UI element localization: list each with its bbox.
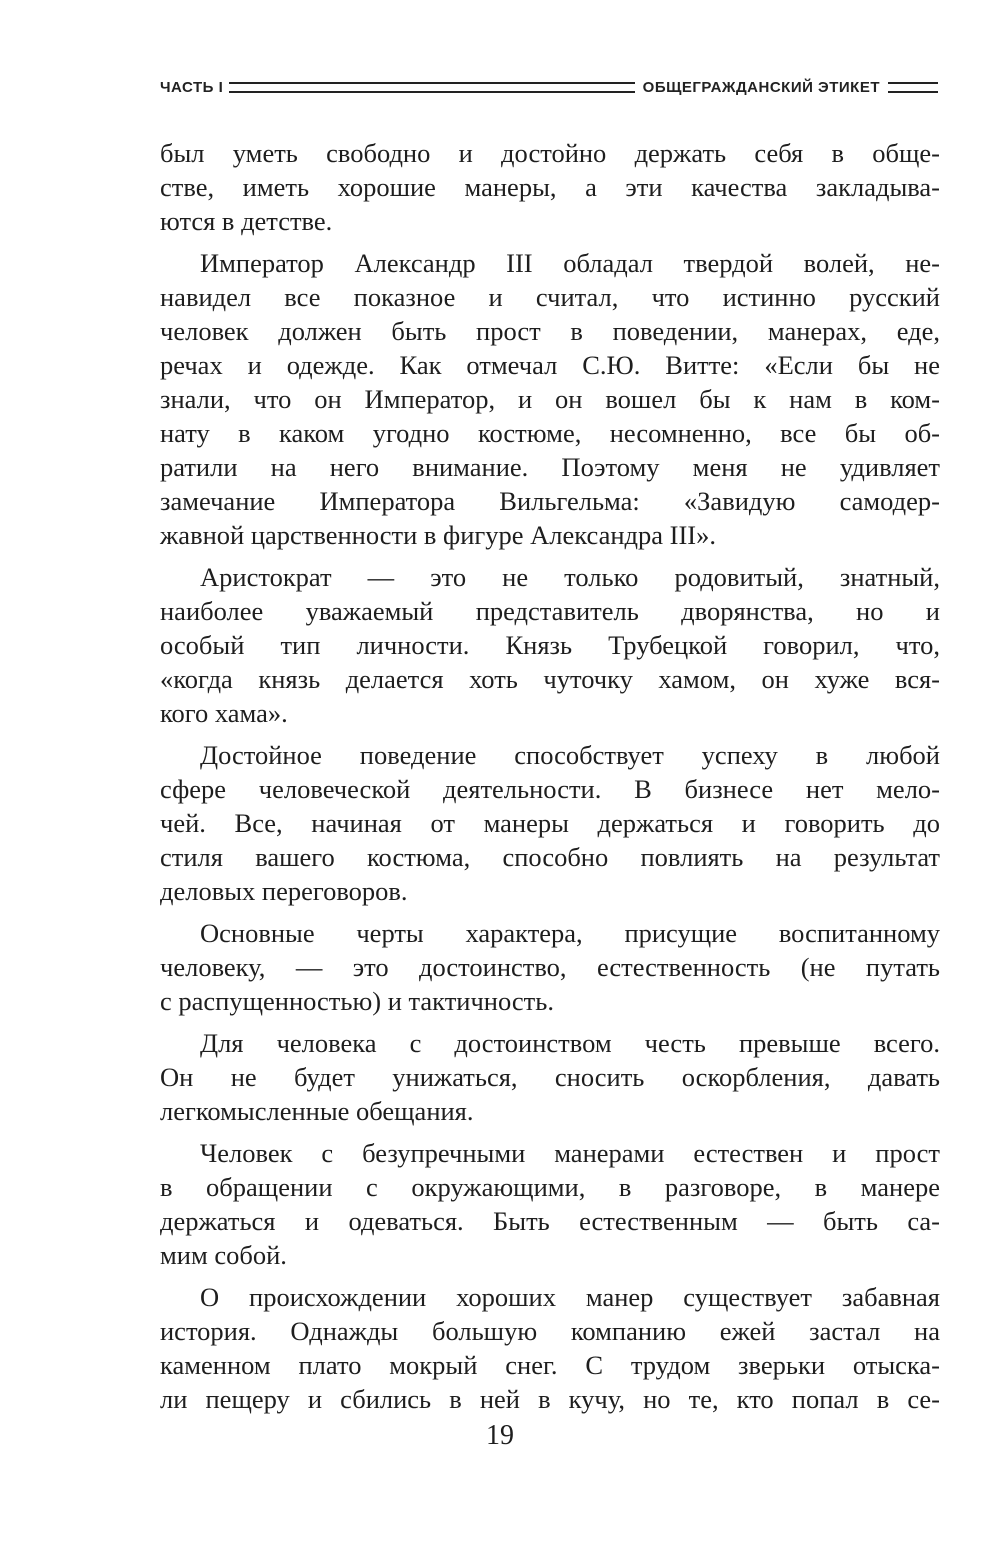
text-line: стиля вашего костюма, способно повлиять на результат [160, 842, 940, 872]
text-line: легкомысленные обещания. [160, 1096, 474, 1126]
text-line: знали, что он Император, и он вошел бы к нам в ком- [160, 384, 940, 414]
text-line: держаться и одеваться. Быть естественным — быть са- [160, 1206, 940, 1236]
text-line: стве, иметь хорошие манеры, а эти качества закладыва- [160, 172, 940, 202]
text-line: человек должен быть прост в поведении, манерах, еде, [160, 316, 940, 346]
text-line: чей. Все, начиная от манеры держаться и говорить до [160, 808, 940, 838]
header-rule-right [888, 82, 938, 93]
text-line: каменном плато мокрый снег. С трудом зверьки отыска- [160, 1350, 940, 1380]
text-line: история. Однажды большую компанию ежей застал на [160, 1316, 940, 1346]
text-line: мим собой. [160, 1240, 287, 1270]
text-line: сфере человеческой деятельности. В бизнесе нет мело- [160, 774, 940, 804]
paragraph [160, 136, 940, 238]
text-line: Основные черты характера, присущие воспитанному [200, 918, 940, 948]
text-line: ратили на него внимание. Поэтому меня не удивляет [160, 452, 940, 482]
paragraph [160, 738, 940, 908]
text-line: с распущенностью) и тактичность. [160, 986, 554, 1016]
paragraph [160, 1136, 940, 1272]
body-text [160, 136, 940, 1416]
text-line: замечание Императора Вильгельма: «Завидую самодер- [160, 486, 940, 516]
text-line: Аристократ — это не только родовитый, знатный, [200, 562, 940, 592]
text-line: был уметь свободно и достойно держать себя в обще- [160, 138, 940, 168]
text-line: О происхождении хороших манер существует забавная [200, 1282, 940, 1312]
text-line: в обращении с окружающими, в разговоре, в манере [160, 1172, 940, 1202]
text-line: человеку, — это достоинство, естественность (не путать [160, 952, 940, 982]
text-line: ются в детстве. [160, 206, 333, 236]
paragraph [160, 1280, 940, 1416]
text-line: особый тип личности. Князь Трубецкой говорил, что, [160, 630, 940, 660]
page-number: 19 [486, 1420, 514, 1451]
text-line: «когда князь делается хоть чуточку хамом, он хуже вся- [160, 664, 940, 694]
text-line: речах и одежде. Как отмечал С.Ю. Витте: «Если бы не [160, 350, 940, 380]
section-title: ОБЩЕГРАЖДАНСКИЙ ЭТИКЕТ [642, 78, 880, 96]
text-line: ли пещеру и сбились в ней в кучу, но те, кто попал в се- [160, 1384, 940, 1414]
text-line: нату в каком угодно костюме, несомненно, все бы об- [160, 418, 940, 448]
paragraph [160, 1026, 940, 1128]
text-line: Для человека с достоинством честь превыше всего. [200, 1028, 940, 1058]
header-rule-left [229, 82, 634, 93]
text-line: кого хама». [160, 698, 288, 728]
text-line: навидел все показное и считал, что истинно русский [160, 282, 940, 312]
part-label: ЧАСТЬ I [160, 78, 224, 96]
text-line: Достойное поведение способствует успеху в любой [200, 740, 940, 770]
text-line: наиболее уважаемый представитель дворянства, но и [160, 596, 940, 626]
paragraph [160, 560, 940, 730]
paragraph [160, 916, 940, 1018]
paragraph [160, 246, 940, 552]
text-line: Он не будет унижаться, сносить оскорбления, давать [160, 1062, 940, 1092]
text-line: деловых переговоров. [160, 876, 408, 906]
running-head [160, 74, 938, 100]
text-line: Человек с безупречными манерами естествен и прост [200, 1138, 940, 1168]
text-line: жавной царственности в фигуре Александра III». [160, 520, 716, 550]
text-line: Император Александр III обладал твердой волей, не- [200, 248, 940, 278]
